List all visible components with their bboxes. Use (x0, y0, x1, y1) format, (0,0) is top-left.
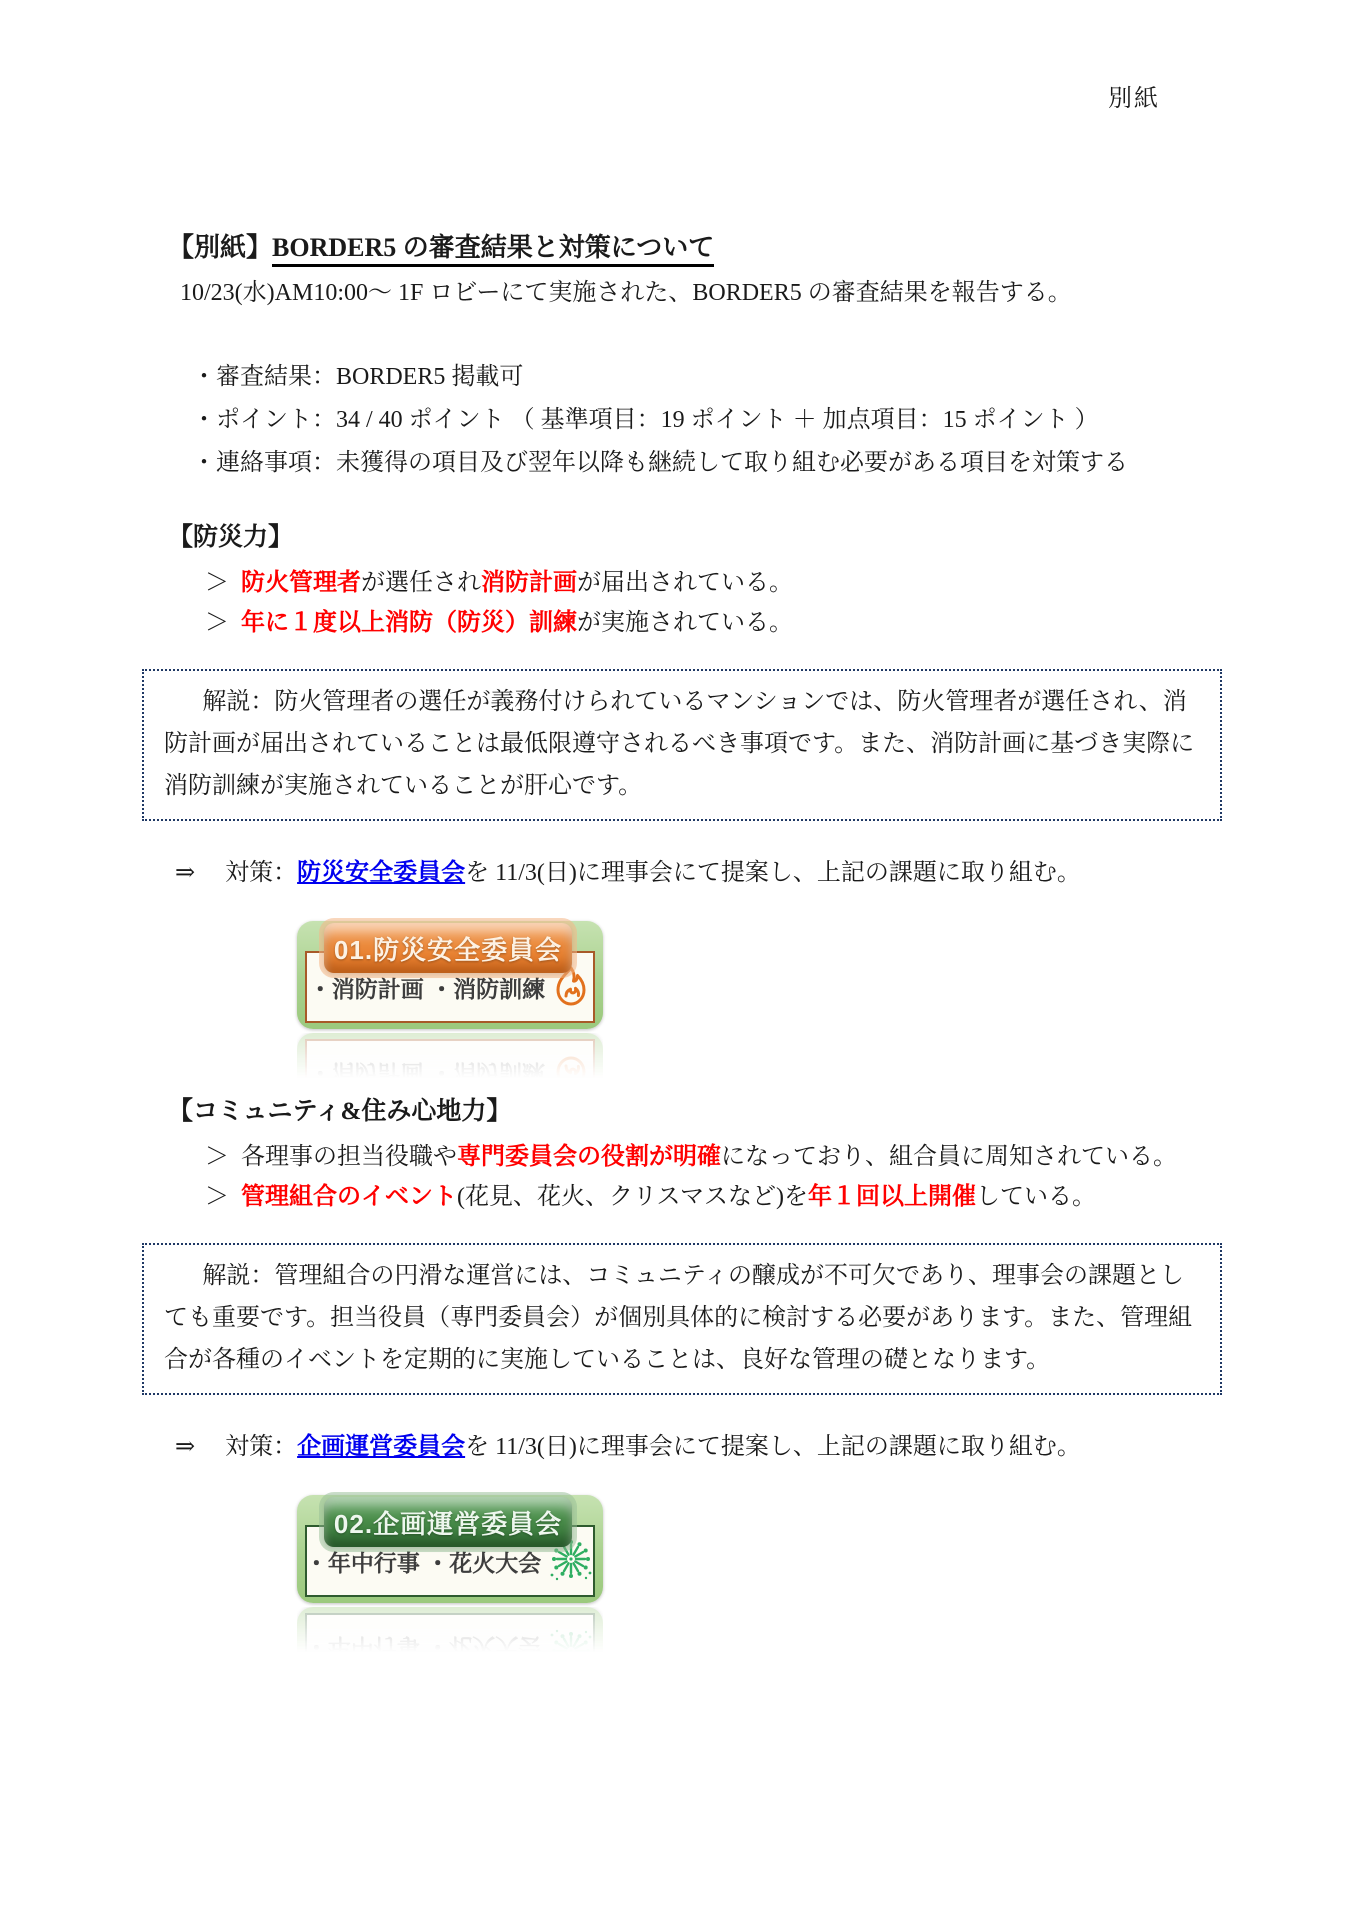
bullet-result: ・審査結果：BORDER5 掲載可 (192, 364, 524, 390)
title-main: BORDER5 の審査結果と対策について (272, 233, 714, 267)
action-line (175, 855, 1222, 891)
title-prefix: 【別紙】 (168, 233, 273, 262)
point-text: (花見、花火、クリスマスなど)を (457, 1184, 809, 1210)
section-heading: 【コミュニティ&住み心地力】 (168, 1098, 512, 1125)
commentary-box: 解説：防火管理者の選任が義務付けられているマンションでは、防火管理者が選任され、消防計画が届出されていることは最低限遵守されるべき事項です。また、消防計画に基づき実際に消防訓練が実施されていることが肝心です。 (142, 669, 1222, 821)
section-heading: 【防災力】 (168, 524, 294, 551)
point-line (205, 603, 1222, 643)
bullet-notice: ・連絡事項：未獲得の項目及び翌年以降も継続して取り組む必要がある項目を対策する (192, 450, 1128, 476)
point-text: が届出されている。 (577, 570, 793, 596)
action-label: 対策： (225, 1434, 298, 1460)
point-marker: ＞ (205, 1144, 229, 1170)
point-line (205, 1137, 1222, 1177)
arrow-icon: ⇒ (175, 1434, 196, 1460)
point-text-red: 年に１度以上消防（防災）訓練 (241, 610, 577, 636)
point-marker: ＞ (205, 1184, 229, 1210)
point-text: が実施されている。 (577, 610, 793, 636)
intro-paragraph: 10/23(水)AM10:00～ 1F ロビーにて実施された、BORDER5 の審査結果を報告する。 (180, 280, 1072, 306)
point-text: 各理事の担当役職や (241, 1144, 457, 1170)
action-rest: を 11/3(日)に理事会にて提案し、上記の課題に取り組む。 (465, 860, 1081, 886)
point-marker: ＞ (205, 570, 229, 596)
point-list (205, 563, 1222, 643)
action-label: 対策： (225, 860, 298, 886)
badge-header-ribbon: 01.防災安全委員会 (324, 923, 572, 973)
point-text-red: 管理組合のイベント (241, 1184, 457, 1210)
point-text: が選任され (361, 570, 481, 596)
badge-items-text: ・年中行事 ・花火大会 (304, 1549, 542, 1576)
section-community (142, 1095, 1222, 1603)
section-disaster-prevention (142, 521, 1222, 1029)
point-text-red: 消防計画 (481, 570, 577, 596)
badge-items-text: ・消防計画 ・消防訓練 (308, 975, 546, 1002)
point-line (205, 563, 1222, 603)
page-title (168, 230, 1222, 265)
badge-header-ribbon: 02.企画運営委員会 (324, 1497, 572, 1547)
result-bullet-list (192, 356, 1222, 485)
point-text-red: 年１回以上開催 (808, 1184, 977, 1210)
document-content (142, 0, 1222, 1603)
action-line (175, 1429, 1222, 1465)
committee-link[interactable]: 防災安全委員会 (297, 860, 466, 886)
point-text-red: 専門委員会の役割が明確 (457, 1144, 721, 1170)
commentary-box: 解説：管理組合の円滑な運営には、コミュニティの醸成が不可欠であり、理事会の課題としても重要です。担当役員（専門委員会）が個別具体的に検討する必要があります。また、管理組合が各種のイベントを定期的に実施していることは、良好な管理の礎となります。 (142, 1243, 1222, 1395)
committee-link[interactable]: 企画運営委員会 (297, 1434, 466, 1460)
committee-badge-planning (297, 1495, 603, 1603)
action-rest: を 11/3(日)に理事会にて提案し、上記の課題に取り組む。 (465, 1434, 1081, 1460)
committee-badge-disaster (297, 921, 603, 1029)
point-text-red: 防火管理者 (241, 570, 361, 596)
bullet-points: ・ポイント：34 / 40 ポイント （ 基準項目：19 ポイント ＋ 加点項目：15 ポイント ） (192, 407, 1099, 433)
point-marker: ＞ (205, 610, 229, 636)
point-text: になっており、組合員に周知されている。 (721, 1144, 1177, 1170)
point-text: している。 (976, 1184, 1097, 1210)
arrow-icon: ⇒ (175, 860, 196, 886)
point-list (205, 1137, 1222, 1217)
corner-label: 別紙 (1108, 86, 1160, 112)
point-line (205, 1177, 1222, 1217)
